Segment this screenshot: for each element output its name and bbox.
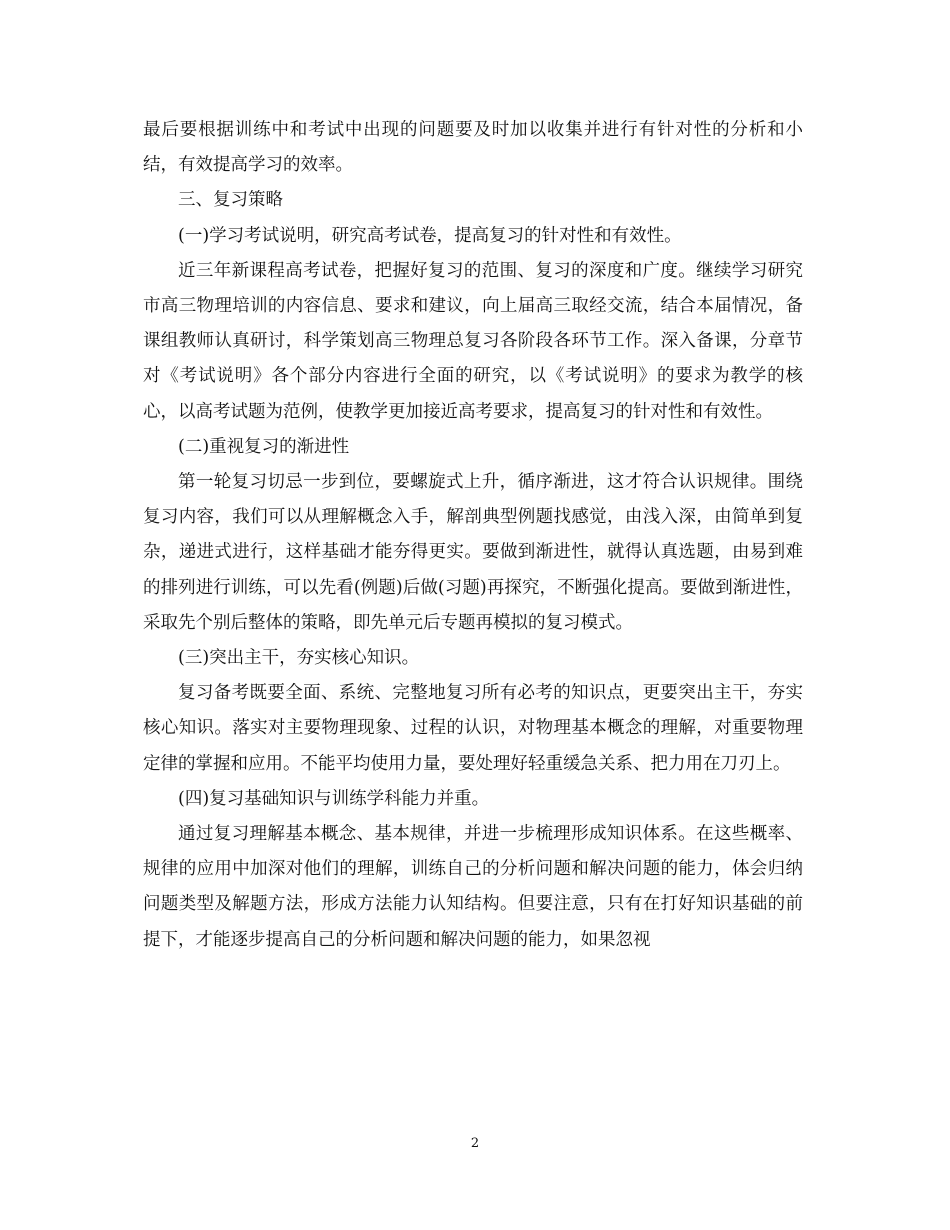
paragraph: 近三年新课程高考试卷，把握好复习的范围、复习的深度和广度。继续学习研究市高三物理培训的内容信息、要求和建议，向上届高三取经交流，结合本届情况，备课组教师认真研讨，科学策划高三物理总复习各阶段各环节工作。深入备课，分章节对《考试说明》各个部分内容进行全面的研究，以《考试说明》的要求为教学的核心，以高考试题为范例，使教学更加接近高考要求，提高复习的针对性和有效性。: [143, 260, 803, 422]
subsection-heading: (一)学习考试说明，研究高考试卷，提高复习的针对性和有效性。: [178, 225, 682, 246]
subsection-heading: (三)突出主干，夯实核心知识。: [178, 648, 420, 669]
subsection-heading: (四)复习基础知识与训练学科能力并重。: [178, 788, 490, 809]
paragraph: 复习备考既要全面、系统、完整地复习所有必考的知识点，更要突出主干，夯实核心知识。落实对主要物理现象、过程的认识，对物理基本概念的理解，对重要物理定律的掌握和应用。不能平均使用力量，要处理好轻重缓急关系、把力用在刀刃上。: [143, 683, 803, 774]
subsection-heading: (二)重视复习的渐进性: [178, 436, 350, 457]
body-text: [143, 113, 803, 958]
page-number: 2: [470, 1136, 480, 1151]
paragraph: 最后要根据训练中和考试中出现的问题要及时加以收集并进行有针对性的分析和小结，有效提高学习的效率。: [143, 120, 803, 176]
paragraph: 通过复习理解基本概念、基本规律，并进一步梳理形成知识体系。在这些概率、规律的应用中加深对他们的理解，训练自己的分析问题和解决问题的能力，体会归纳问题类型及解题方法，形成方法能力认知结构。但要注意，只有在打好知识基础的前提下，才能逐步提高自己的分析问题和解决问题的能力，如果忽视: [143, 824, 803, 950]
paragraph: 第一轮复习切忌一步到位，要螺旋式上升，循序渐进，这才符合认识规律。围绕复习内容，我们可以从理解概念入手，解剖典型例题找感觉，由浅入深，由简单到复杂，递进式进行，这样基础才能夯得更实。要做到渐进性，就得认真选题，由易到难的排列进行训练，可以先看(例题)后做(习题)再探究，不断强化提高。要做到渐进性，采取先个别后整体的策略，即先单元后专题再模拟的复习模式。: [143, 472, 803, 633]
section-heading: 三、复习策略: [178, 190, 283, 211]
